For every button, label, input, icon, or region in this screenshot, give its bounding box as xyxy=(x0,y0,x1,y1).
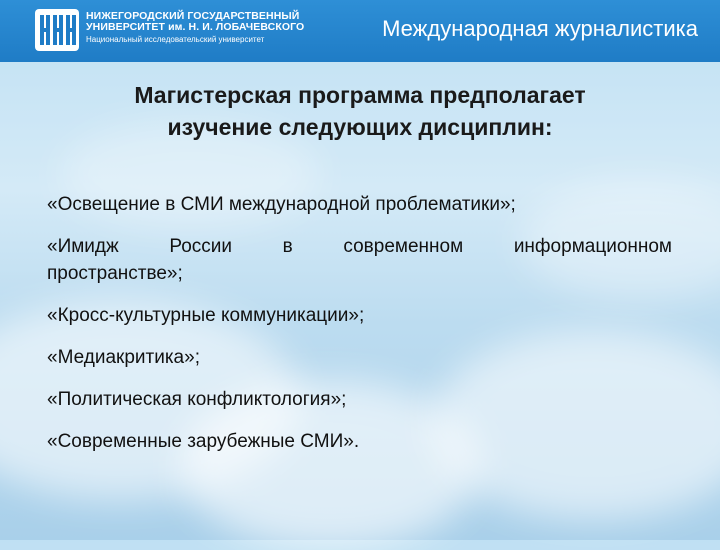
header-bar xyxy=(0,0,720,62)
disciplines-list xyxy=(47,192,672,471)
discipline-item: «Кросс-культурные коммуникации»; xyxy=(47,304,365,326)
university-emblem-icon xyxy=(34,8,80,52)
discipline-item-line1: «Имидж России в современном информационном xyxy=(47,235,672,257)
discipline-item: «Медиакритика»; xyxy=(47,346,200,368)
university-name xyxy=(86,11,304,44)
university-name-line2: УНИВЕРСИТЕТ им. Н. И. ЛОБАЧЕВСКОГО xyxy=(86,21,305,34)
slide-heading-line1: Магистерская программа предполагает xyxy=(134,82,586,108)
discipline-item-line2: пространстве»; xyxy=(47,262,183,284)
slide-header-title: Международная журналистика xyxy=(382,16,698,41)
discipline-item: «Освещение в СМИ международной проблематики»; xyxy=(47,194,516,215)
discipline-item xyxy=(47,234,672,288)
discipline-item: «Современные зарубежные СМИ». xyxy=(47,430,360,452)
university-name-line1: НИЖЕГОРОДСКИЙ ГОСУДАРСТВЕННЫЙ xyxy=(86,10,300,22)
slide-heading xyxy=(40,80,680,143)
slide-heading-line2: изучение следующих дисциплин: xyxy=(167,113,553,140)
university-name-line3: Национальный исследовательский университет xyxy=(86,35,265,45)
discipline-item: «Политическая конфликтология»; xyxy=(47,388,347,410)
